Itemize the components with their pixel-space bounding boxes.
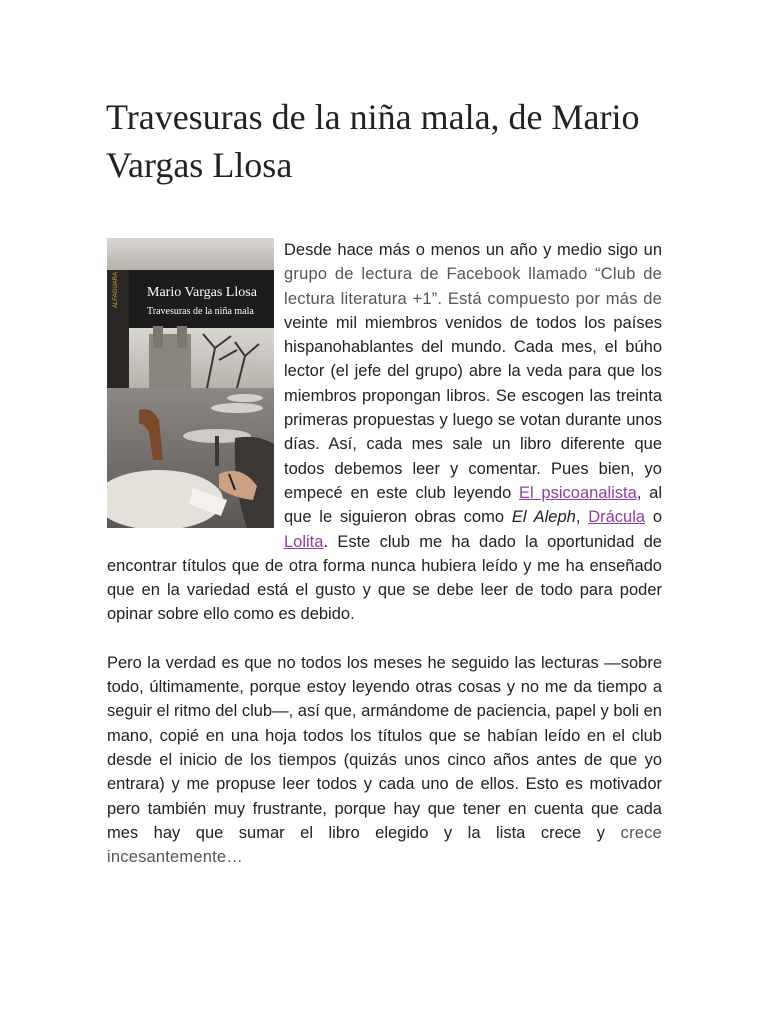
book-cover-image — [107, 238, 274, 528]
article-title: Travesuras de la niña mala, de Mario Vargas Llosa — [106, 97, 640, 185]
text-run-6: o — [645, 508, 663, 527]
text-run-8: Pero la verdad es que no todos los meses he seguido las lecturas —sobre todo, últimamente, porque estoy leyendo otras cosas y no me da tiempo a seguir el ritmo del club—, así que, armándome de paciencia, papel y boli en mano, copié en una hoja todos los títulos que se habían leído en el club desde el inicio de los tiempos (quizás unos cinco años antes de que yo entrara) y me propuse leer todos y cada uno de ellos. Esto es motivador pero también muy frustrante, porque hay que tener en cuenta que cada mes hay que sumar el libro elegido y la lista crece y — [107, 653, 662, 842]
text-run-4: , al que le siguieron obras como — [284, 483, 662, 527]
link-lolita[interactable]: Lolita — [284, 532, 324, 551]
text-run-3: veinte mil miembros venidos de todos los países hispanohablantes del mundo. Cada mes, el búho lector (el jefe del grupo) abre la veda para que los miembros propongan libros. Se escogen las treinta primeras propuestas y luego se votan durante unos días. Así, cada mes sale un libro diferente que todos debemos leer y comentar. Pues bien, yo empecé en este club leyendo — [284, 313, 662, 502]
publisher-logo: ALFAGUARA — [113, 271, 119, 308]
link-dracula[interactable]: Drácula — [588, 508, 646, 527]
text-run-1: Desde hace más o menos un año y medio sigo un — [284, 241, 662, 259]
cover-book-title: Travesuras de la niña mala — [147, 306, 254, 317]
text-run-2: grupo de lectura de Facebook llamado “Club de lectura literatura +1”. Está compuesto por más de — [284, 265, 662, 308]
text-run-7: . Este club me ha dado la oportunidad de encontrar títulos que de otra forma nunca hubiera leído y me ha enseñado que en la variedad está el gusto y que se debe leer de todo para poder opinar sobre ello como es debido. — [107, 532, 662, 624]
paragraph-1 — [107, 238, 662, 627]
cover-author: Mario Vargas Llosa — [147, 285, 257, 300]
title-el-aleph: El Aleph — [511, 508, 576, 527]
link-el-psicoanalista[interactable]: El psicoanalista — [519, 483, 637, 502]
text-run-9: crece incesantemente… — [107, 823, 663, 867]
paragraph-2 — [107, 651, 662, 870]
article-body — [107, 238, 662, 869]
text-run-5: , — [575, 508, 589, 527]
